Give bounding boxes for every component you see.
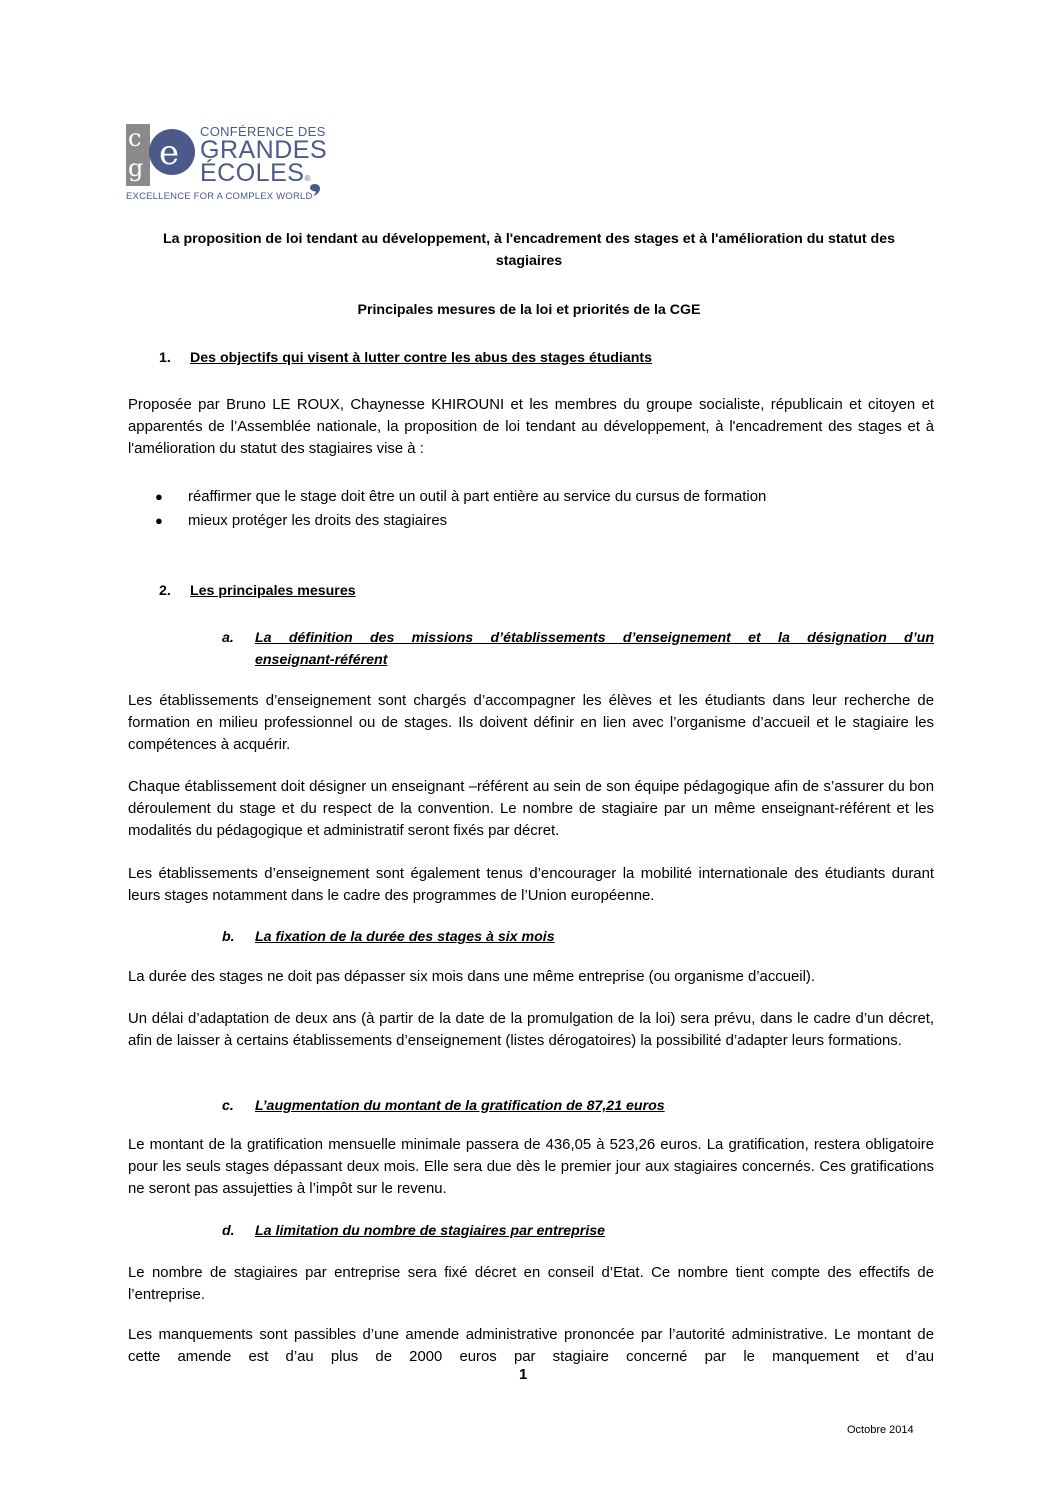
bullet-dot-icon: ● xyxy=(155,513,163,528)
logo-tagline: EXCELLENCE FOR A COMPLEX WORLD xyxy=(126,191,313,202)
subsection-d-letter: d. xyxy=(222,1223,235,1239)
subsection-d-paragraph-1: Le nombre de stagiaires par entreprise sera fixé décret en conseil d’Etat. Ce nombre tient compte des effectifs de l’entreprise. xyxy=(128,1265,934,1303)
subsection-d-title: La limitation du nombre de stagiaires par entreprise xyxy=(255,1223,606,1239)
svg-text:g: g xyxy=(128,154,144,182)
cge-logo-text xyxy=(200,124,340,190)
subsection-b-title: La fixation de la durée des stages à six mois xyxy=(255,929,555,945)
subsection-a-heading xyxy=(222,627,934,671)
section-2-number: 2. xyxy=(159,583,171,599)
subsection-b-paragraph-2: Un délai d’adaptation de deux ans (à partir de la date de la promulgation de la loi) sera prévu, dans le cadre d’un décret, afin de laisser à certains établissements d’enseignement (listes dérogatoires) la possibilité d’adapter leurs formations. xyxy=(128,1011,934,1049)
document-title: La proposition de loi tendant au développement, à l'encadrement des stages et à l'amélioration du statut des stagiaires xyxy=(162,231,896,269)
cge-logo xyxy=(126,124,326,206)
page-number: 1 xyxy=(519,1366,528,1383)
section-1-heading xyxy=(159,347,652,369)
subsection-a-letter: a. xyxy=(222,630,234,646)
bullet-text: réaffirmer que le stage doit être un outil à part entière au service du cursus de formation xyxy=(188,489,767,505)
subsection-a-paragraph-3: Les établissements d’enseignement sont également tenus d’encourager la mobilité internationale des étudiants durant leurs stages notamment dans le cadre des programmes de l’Union européenne. xyxy=(128,866,934,904)
logo-comma-icon xyxy=(310,184,320,196)
section-2-heading xyxy=(159,580,356,602)
bullet-dot-icon: ● xyxy=(155,489,163,504)
footer-date: Octobre 2014 xyxy=(847,1424,914,1436)
subsection-d-heading xyxy=(222,1220,934,1242)
svg-text:c: c xyxy=(128,124,142,152)
subsection-b-letter: b. xyxy=(222,929,235,945)
logo-line-3-text: ÉCOLES xyxy=(200,159,305,187)
subsection-a-title-line-2: enseignant-référent xyxy=(255,652,388,668)
logo-line-2: GRANDES xyxy=(200,136,328,164)
subsection-a-paragraph-1: Les établissements d’enseignement sont chargés d’accompagner les élèves et les étudiants dans leur recherche de formation en milieu professionnel ou de stages. Ils doivent définir en lien avec l’organisme d’accueil et le stagiaire les compétences à acquérir. xyxy=(128,693,934,753)
subsection-c-heading xyxy=(222,1095,934,1117)
subsection-b-heading xyxy=(222,926,934,948)
bullet-text: mieux protéger les droits des stagiaires xyxy=(188,513,448,529)
section-2-title: Les principales mesures xyxy=(190,583,356,599)
subsection-b-paragraph-1: La durée des stages ne doit pas dépasser six mois dans une même entreprise (ou organisme d’accueil). xyxy=(128,969,815,985)
bullet-item xyxy=(155,510,447,532)
subsection-a-title-line-1: La définition des missions d’établissements d’enseignement et la désignation d’un xyxy=(255,630,934,646)
logo-registered-mark: ® xyxy=(304,174,311,183)
cge-logo-mark-icon xyxy=(126,124,196,186)
document-subtitle: Principales mesures de la loi et priorités de la CGE xyxy=(357,302,701,318)
section-1-intro: Proposée par Bruno LE ROUX, Chaynesse KHIROUNI et les membres du groupe socialiste, républicain et citoyen et apparentés de l’Assemblée nationale, la proposition de loi tendant au développement, à l'encadrement des stages et à l'amélioration du statut des stagiaires vise à : xyxy=(128,397,934,457)
subsection-d-paragraph-2: Les manquements sont passibles d’une amende administrative prononcée par l’autorité administrative. Le montant de cette amende est d’au plus de 2000 euros par stagiaire concerné par le manquement et d’au xyxy=(128,1327,934,1365)
section-1-title: Des objectifs qui visent à lutter contre les abus des stages étudiants xyxy=(190,350,653,366)
subsection-a-paragraph-2: Chaque établissement doit désigner un enseignant –référent au sein de son équipe pédagogique afin de s’assurer du bon déroulement du stage et du respect de la convention. Le nombre de stagiaire par un même enseignant-référent et les modalités du pédagogique et administratif seront fixés par décret. xyxy=(128,779,934,839)
svg-text:e: e xyxy=(159,133,180,173)
section-1-number: 1. xyxy=(159,350,171,366)
bullet-item xyxy=(155,486,766,508)
subsection-c-paragraph-1: Le montant de la gratification mensuelle minimale passera de 436,05 à 523,26 euros. La gratification, restera obligatoire pour les seuls stages dépassant deux mois. Elle sera due dès le premier jour aux stagiaires concernés. Ces gratifications ne seront pas assujetties à l’impôt sur le revenu. xyxy=(128,1137,934,1197)
subsection-c-letter: c. xyxy=(222,1098,234,1114)
subsection-c-title: L’augmentation du montant de la gratification de 87,21 euros xyxy=(255,1098,665,1114)
logo-line-1: CONFÉRENCE DES xyxy=(200,124,326,139)
